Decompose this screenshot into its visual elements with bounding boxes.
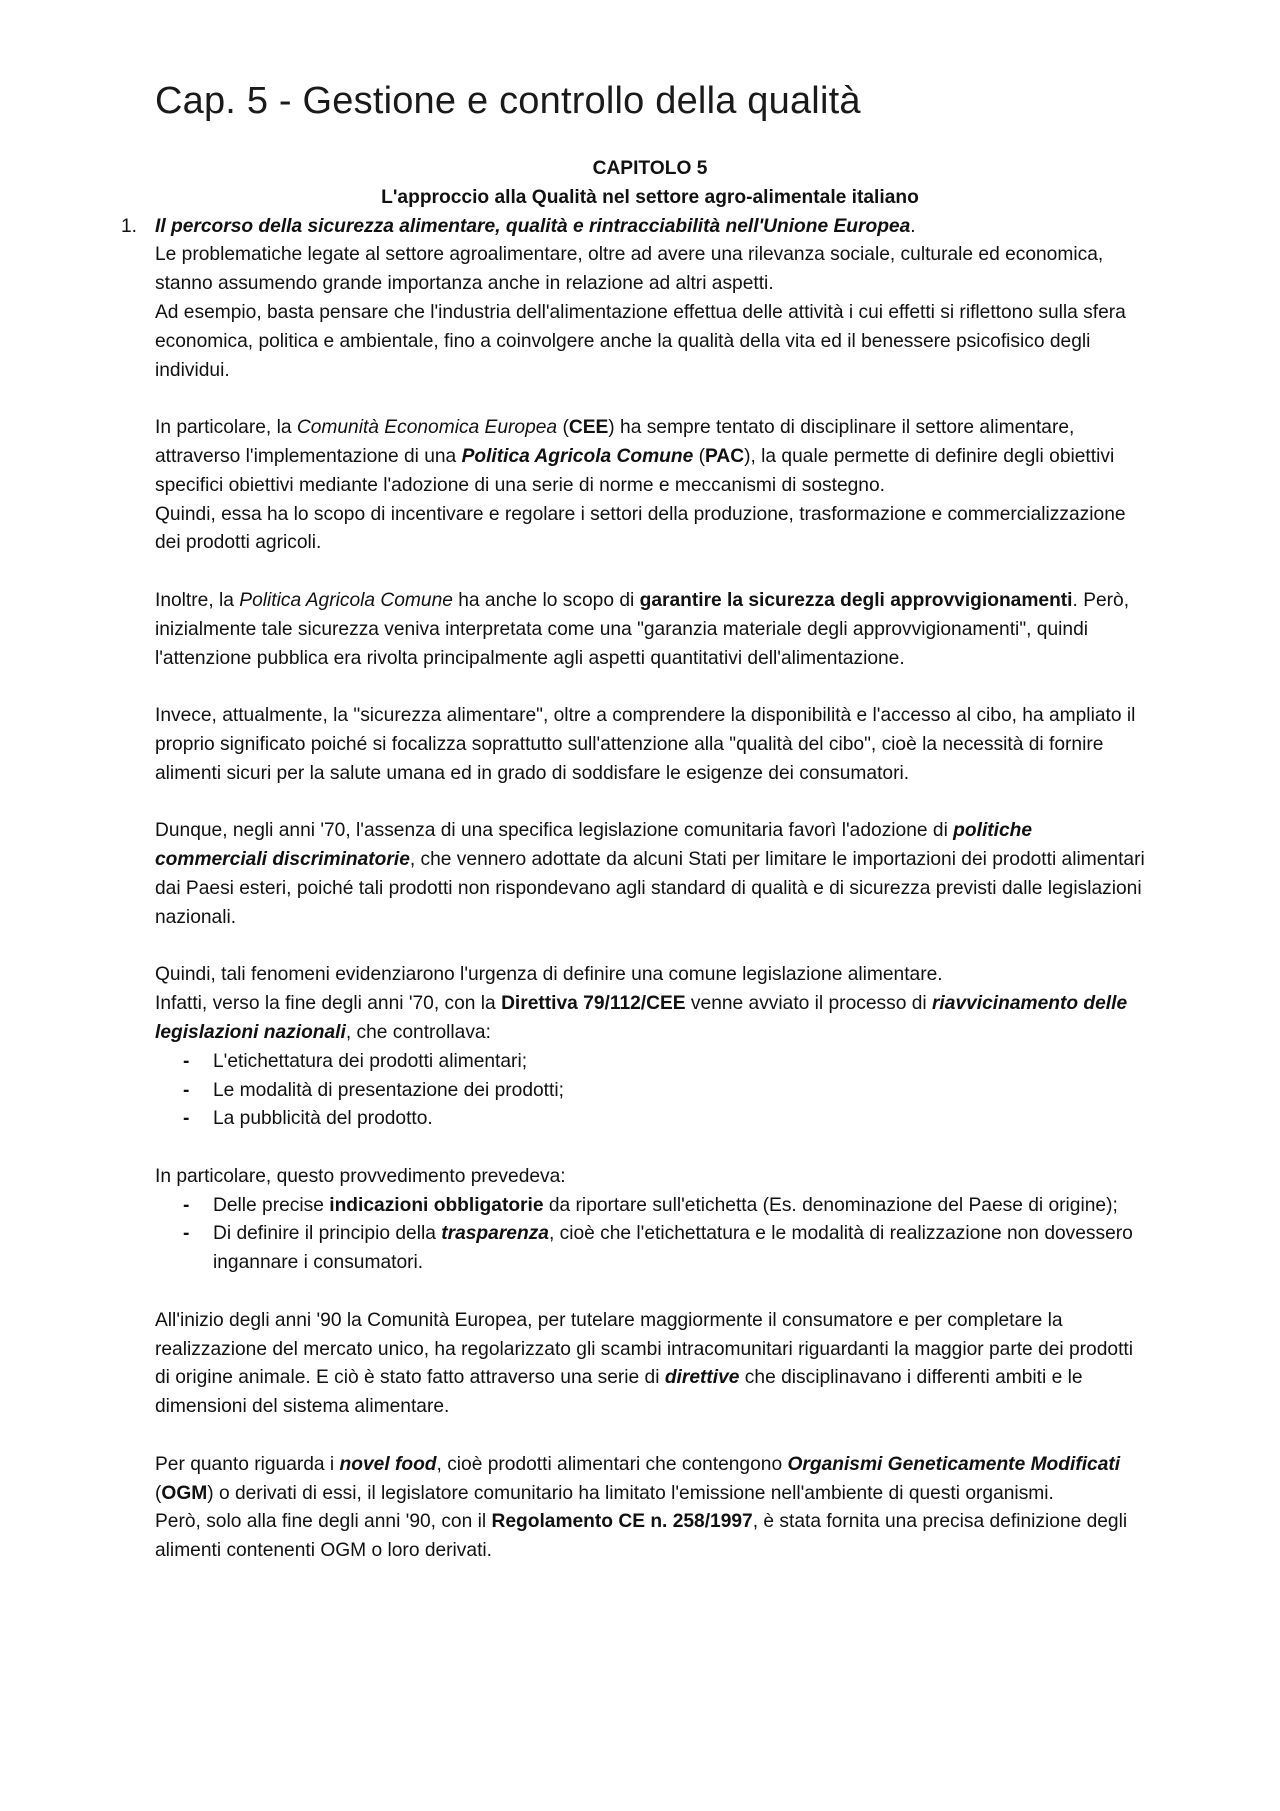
list-item: - La pubblicità del prodotto. [213, 1105, 1145, 1134]
list-item: - Di definire il principio della trasparenza, cioè che l'etichettatura e le modalità di realizzazione non dovessero ingannare i consumatori. [213, 1220, 1145, 1278]
section-1-heading: 1. Il percorso della sicurezza alimentare, qualità e rintracciabilità nell'Unione Europea. [155, 213, 1145, 242]
paragraph-2a: In particolare, la Comunità Economica Europea (CEE) ha sempre tentato di disciplinare il settore alimentare, attraverso l'implementazione di una Politica Agricola Comune (PAC), la quale permette di definire degli obiettivi specifici obiettivi mediante l'adozione di una serie di norme e meccanismi di sostegno. [155, 417, 1115, 496]
paragraph-7: In particolare, questo provvedimento prevedeva: [155, 1165, 566, 1187]
paragraph-4: Invece, attualmente, la "sicurezza alimentare", oltre a comprendere la disponibilità e l'accesso al cibo, ha ampliato il proprio significato poiché si focalizza soprattutto sull'attenzione alla "qualità del cibo", cioè la necessità di fornire alimenti sicuri per la salute umana ed in grado di soddisfare le esigenze dei consumatori. [155, 705, 1136, 784]
controls-list [155, 1048, 1145, 1134]
paragraph-1b: Ad esempio, basta pensare che l'industria dell'alimentazione effettua delle attività i cui effetti si riflettono sulla sfera economica, politica e ambientale, fino a coinvolgere anche la qualità della vita ed il benessere psicofisico degli individui. [155, 301, 1126, 381]
cee-acronym: CEE [568, 417, 609, 439]
bold-phrase: garantire la sicurezza degli approvvigionamenti [639, 589, 1073, 611]
ogm-term: Organismi Geneticamente Modificati [787, 1453, 1121, 1475]
chapter-subtitle: L'approccio alla Qualità nel settore agro-alimentale italiano [381, 186, 919, 208]
emphasis-phrase: riavvicinamento delle legislazioni nazionali [155, 993, 1128, 1043]
section-title: Il percorso della sicurezza alimentare, qualità e rintracciabilità nell'Unione Europea [155, 215, 911, 237]
paragraph-5: Dunque, negli anni '70, l'assenza di una specifica legislazione comunitaria favorì l'adozione di politiche commerciali discriminatorie, che vennero adottate da alcuni Stati per limitare le importazioni dei prodotti alimentari dai Paesi esteri, poiché tali prodotti non rispondevano agli standard di qualità e di sicurezza previsti dalle legislazioni nazionali. [155, 820, 1145, 928]
ogm-acronym: OGM [161, 1482, 208, 1504]
section-number: 1. [121, 215, 138, 237]
directive-name: Direttiva 79/112/CEE [501, 993, 686, 1015]
paragraph-1a: Le problematiche legate al settore agroalimentare, oltre ad avere una rilevanza sociale, culturale ed economica, stanno assumendo grande importanza anche in relazione ad altri aspetti. [155, 244, 1104, 295]
page-title: Cap. 5 - Gestione e controllo della qualità [155, 80, 861, 122]
provisions-list [155, 1192, 1145, 1278]
emphasis-phrase: politiche commerciali discriminatorie [155, 820, 1033, 871]
paragraph-8: All'inizio degli anni '90 la Comunità Europea, per tutelare maggiormente il consumatore e per completare la realizzazione del mercato unico, ha regolarizzato gli scambi intracomunitari riguardanti la maggior parte dei prodotti di origine animale. E ciò è stato fatto attraverso una serie di direttive che disciplinavano i differenti ambiti e le dimensioni del sistema alimentare. [155, 1309, 1133, 1418]
list-item: - Le modalità di presentazione dei prodotti; [213, 1077, 1145, 1106]
document-body [121, 155, 1145, 1566]
cee-term: Comunità Economica Europea [296, 417, 558, 439]
paragraph-9b: Però, solo alla fine degli anni '90, con il Regolamento CE n. 258/1997, è stata fornita una precisa definizione degli alimenti contenenti OGM o loro derivati. [155, 1511, 1128, 1562]
paragraph-6b: Infatti, verso la fine degli anni '70, con la Direttiva 79/112/CEE venne avviato il processo di riavvicinamento delle legislazioni nazionali, che controllava: [155, 993, 1128, 1043]
pac-term: Politica Agricola Comune [461, 445, 694, 467]
paragraph-2b: Quindi, essa ha lo scopo di incentivare e regolare i settori della produzione, trasformazione e commercializzazione dei prodotti agricoli. [155, 503, 1126, 554]
paragraph-9a: Per quanto riguarda i novel food, cioè prodotti alimentari che contengono Organismi Geneticamente Modificati (OGM) o derivati di essi, il legislatore comunitario ha limitato l'emissione nell'ambiente di questi organismi. [155, 1453, 1121, 1504]
paragraph-6a: Quindi, tali fenomeni evidenziarono l'urgenza di definire una comune legislazione alimentare. [155, 964, 943, 986]
list-item: - L'etichettatura dei prodotti alimentari; [213, 1048, 1145, 1077]
list-item: - Delle precise indicazioni obbligatorie da riportare sull'etichetta (Es. denominazione del Paese di origine); [213, 1192, 1145, 1221]
novel-food-term: novel food [339, 1453, 437, 1475]
pac-acronym: PAC [705, 445, 745, 467]
paragraph-3: Inoltre, la Politica Agricola Comune ha anche lo scopo di garantire la sicurezza degli approvvigionamenti. Però, inizialmente tale sicurezza veniva interpretata come una "garanzia materiale degli approvvigionamenti", quindi l'attenzione pubblica era rivolta principalmente agli aspetti quantitativi dell'alimentazione. [155, 589, 1130, 669]
chapter-heading: CAPITOLO 5 [592, 158, 708, 179]
regulation-name: Regolamento CE n. 258/1997 [491, 1511, 753, 1533]
emphasis-phrase: direttive [664, 1367, 740, 1389]
